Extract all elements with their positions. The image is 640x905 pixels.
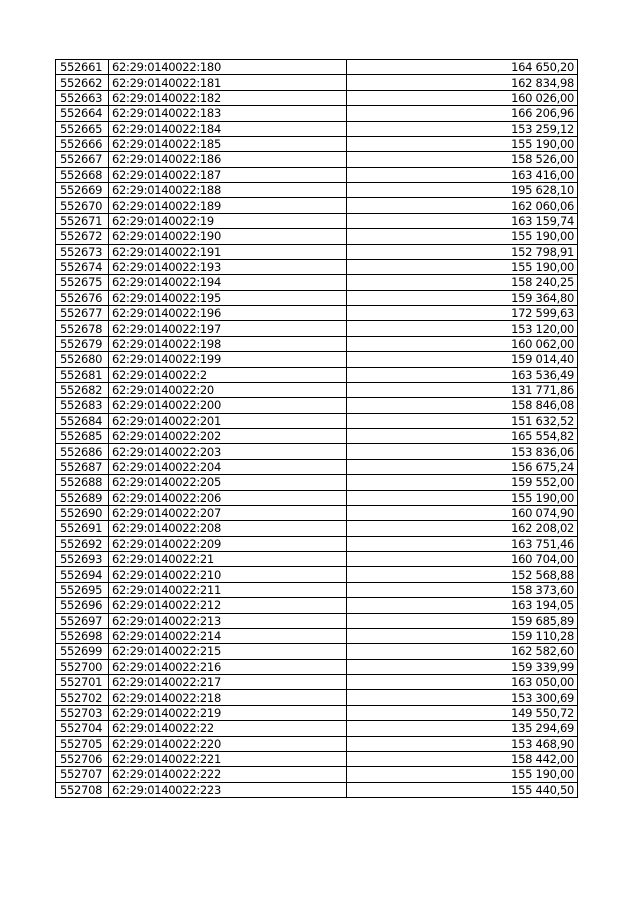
- table-row: [56, 352, 578, 367]
- table-row: [56, 152, 578, 167]
- value-cell: 159 552,00: [347, 475, 578, 490]
- table-row: [56, 121, 578, 136]
- table-row: [56, 505, 578, 520]
- cadastral-number-cell: 62:29:0140022:183: [109, 106, 347, 121]
- value-cell: 159 339,99: [347, 659, 578, 674]
- row-id-cell: 552696: [56, 598, 109, 613]
- cadastral-number-cell: 62:29:0140022:186: [109, 152, 347, 167]
- table-row: [56, 736, 578, 751]
- cadastral-number-cell: 62:29:0140022:187: [109, 167, 347, 182]
- value-cell: 152 568,88: [347, 567, 578, 582]
- value-cell: 153 836,06: [347, 444, 578, 459]
- value-cell: 160 062,00: [347, 336, 578, 351]
- table-row: [56, 413, 578, 428]
- cadastral-number-cell: 62:29:0140022:188: [109, 183, 347, 198]
- row-id-cell: 552708: [56, 782, 109, 797]
- value-cell: 163 050,00: [347, 675, 578, 690]
- value-cell: 160 704,00: [347, 552, 578, 567]
- table-row: [56, 628, 578, 643]
- table-row: [56, 767, 578, 782]
- row-id-cell: 552697: [56, 613, 109, 628]
- value-cell: 165 554,82: [347, 429, 578, 444]
- row-id-cell: 552702: [56, 690, 109, 705]
- cadastral-number-cell: 62:29:0140022:21: [109, 552, 347, 567]
- row-id-cell: 552670: [56, 198, 109, 213]
- cadastral-number-cell: 62:29:0140022:191: [109, 244, 347, 259]
- value-cell: 135 294,69: [347, 721, 578, 736]
- row-id-cell: 552685: [56, 429, 109, 444]
- row-id-cell: 552683: [56, 398, 109, 413]
- value-cell: 155 190,00: [347, 490, 578, 505]
- row-id-cell: 552677: [56, 306, 109, 321]
- table-row: [56, 690, 578, 705]
- row-id-cell: 552680: [56, 352, 109, 367]
- row-id-cell: 552693: [56, 552, 109, 567]
- row-id-cell: 552667: [56, 152, 109, 167]
- value-cell: 155 190,00: [347, 767, 578, 782]
- table-row: [56, 398, 578, 413]
- cadastral-number-cell: 62:29:0140022:196: [109, 306, 347, 321]
- cadastral-number-cell: 62:29:0140022:223: [109, 782, 347, 797]
- table-row: [56, 213, 578, 228]
- value-cell: 166 206,96: [347, 106, 578, 121]
- value-cell: 158 442,00: [347, 751, 578, 766]
- value-cell: 158 526,00: [347, 152, 578, 167]
- row-id-cell: 552674: [56, 259, 109, 274]
- cadastral-number-cell: 62:29:0140022:207: [109, 505, 347, 520]
- row-id-cell: 552682: [56, 382, 109, 397]
- value-cell: 163 159,74: [347, 213, 578, 228]
- value-cell: 162 060,06: [347, 198, 578, 213]
- row-id-cell: 552687: [56, 459, 109, 474]
- cadastral-number-cell: 62:29:0140022:217: [109, 675, 347, 690]
- table-row: [56, 429, 578, 444]
- value-cell: 153 300,69: [347, 690, 578, 705]
- table-row: [56, 552, 578, 567]
- row-id-cell: 552686: [56, 444, 109, 459]
- row-id-cell: 552668: [56, 167, 109, 182]
- value-cell: 155 440,50: [347, 782, 578, 797]
- value-cell: 160 026,00: [347, 90, 578, 105]
- row-id-cell: 552679: [56, 336, 109, 351]
- table-row: [56, 382, 578, 397]
- row-id-cell: 552703: [56, 705, 109, 720]
- value-cell: 131 771,86: [347, 382, 578, 397]
- cadastral-number-cell: 62:29:0140022:209: [109, 536, 347, 551]
- cadastral-number-cell: 62:29:0140022:182: [109, 90, 347, 105]
- row-id-cell: 552701: [56, 675, 109, 690]
- table-body: [56, 60, 578, 798]
- value-cell: 158 846,08: [347, 398, 578, 413]
- value-cell: 158 373,60: [347, 582, 578, 597]
- table-row: [56, 244, 578, 259]
- table-row: [56, 598, 578, 613]
- cadastral-number-cell: 62:29:0140022:215: [109, 644, 347, 659]
- cadastral-number-cell: 62:29:0140022:189: [109, 198, 347, 213]
- table-row: [56, 60, 578, 75]
- table-row: [56, 567, 578, 582]
- table-row: [56, 582, 578, 597]
- cadastral-number-cell: 62:29:0140022:206: [109, 490, 347, 505]
- table-row: [56, 659, 578, 674]
- row-id-cell: 552691: [56, 521, 109, 536]
- value-cell: 156 675,24: [347, 459, 578, 474]
- cadastral-number-cell: 62:29:0140022:181: [109, 75, 347, 90]
- value-cell: 159 110,28: [347, 628, 578, 643]
- row-id-cell: 552664: [56, 106, 109, 121]
- row-id-cell: 552700: [56, 659, 109, 674]
- cadastral-number-cell: 62:29:0140022:194: [109, 275, 347, 290]
- table-row: [56, 751, 578, 766]
- cadastral-number-cell: 62:29:0140022:205: [109, 475, 347, 490]
- row-id-cell: 552694: [56, 567, 109, 582]
- value-cell: 163 536,49: [347, 367, 578, 382]
- table-row: [56, 259, 578, 274]
- row-id-cell: 552707: [56, 767, 109, 782]
- cadastral-number-cell: 62:29:0140022:213: [109, 613, 347, 628]
- table-row: [56, 198, 578, 213]
- table-row: [56, 705, 578, 720]
- cadastral-number-cell: 62:29:0140022:218: [109, 690, 347, 705]
- table-row: [56, 490, 578, 505]
- row-id-cell: 552676: [56, 290, 109, 305]
- cadastral-number-cell: 62:29:0140022:193: [109, 259, 347, 274]
- value-cell: 159 364,80: [347, 290, 578, 305]
- cadastral-number-cell: 62:29:0140022:211: [109, 582, 347, 597]
- row-id-cell: 552692: [56, 536, 109, 551]
- table-row: [56, 321, 578, 336]
- value-cell: 152 798,91: [347, 244, 578, 259]
- value-cell: 160 074,90: [347, 505, 578, 520]
- row-id-cell: 552688: [56, 475, 109, 490]
- value-cell: 163 416,00: [347, 167, 578, 182]
- table-row: [56, 675, 578, 690]
- table-row: [56, 782, 578, 797]
- table-row: [56, 613, 578, 628]
- cadastral-number-cell: 62:29:0140022:210: [109, 567, 347, 582]
- table-row: [56, 275, 578, 290]
- table-row: [56, 536, 578, 551]
- cadastral-number-cell: 62:29:0140022:202: [109, 429, 347, 444]
- cadastral-number-cell: 62:29:0140022:185: [109, 136, 347, 151]
- row-id-cell: 552695: [56, 582, 109, 597]
- table-row: [56, 106, 578, 121]
- value-cell: 155 190,00: [347, 229, 578, 244]
- row-id-cell: 552684: [56, 413, 109, 428]
- table-row: [56, 521, 578, 536]
- cadastral-number-cell: 62:29:0140022:216: [109, 659, 347, 674]
- table-row: [56, 721, 578, 736]
- cadastral-number-cell: 62:29:0140022:2: [109, 367, 347, 382]
- value-cell: 155 190,00: [347, 136, 578, 151]
- value-cell: 159 685,89: [347, 613, 578, 628]
- row-id-cell: 552705: [56, 736, 109, 751]
- table-row: [56, 229, 578, 244]
- value-cell: 158 240,25: [347, 275, 578, 290]
- row-id-cell: 552704: [56, 721, 109, 736]
- table-row: [56, 306, 578, 321]
- row-id-cell: 552681: [56, 367, 109, 382]
- row-id-cell: 552698: [56, 628, 109, 643]
- cadastral-number-cell: 62:29:0140022:200: [109, 398, 347, 413]
- cadastral-number-cell: 62:29:0140022:203: [109, 444, 347, 459]
- value-cell: 162 834,98: [347, 75, 578, 90]
- table-row: [56, 90, 578, 105]
- row-id-cell: 552669: [56, 183, 109, 198]
- row-id-cell: 552671: [56, 213, 109, 228]
- row-id-cell: 552690: [56, 505, 109, 520]
- row-id-cell: 552661: [56, 60, 109, 75]
- row-id-cell: 552672: [56, 229, 109, 244]
- cadastral-number-cell: 62:29:0140022:180: [109, 60, 347, 75]
- row-id-cell: 552706: [56, 751, 109, 766]
- cadastral-number-cell: 62:29:0140022:195: [109, 290, 347, 305]
- table-row: [56, 290, 578, 305]
- cadastral-number-cell: 62:29:0140022:220: [109, 736, 347, 751]
- value-cell: 162 208,02: [347, 521, 578, 536]
- cadastral-number-cell: 62:29:0140022:212: [109, 598, 347, 613]
- row-id-cell: 552673: [56, 244, 109, 259]
- value-cell: 162 582,60: [347, 644, 578, 659]
- cadastral-number-cell: 62:29:0140022:204: [109, 459, 347, 474]
- table-row: [56, 336, 578, 351]
- row-id-cell: 552663: [56, 90, 109, 105]
- value-cell: 172 599,63: [347, 306, 578, 321]
- row-id-cell: 552678: [56, 321, 109, 336]
- cadastral-number-cell: 62:29:0140022:221: [109, 751, 347, 766]
- value-cell: 195 628,10: [347, 183, 578, 198]
- value-cell: 153 259,12: [347, 121, 578, 136]
- table-row: [56, 75, 578, 90]
- cadastral-number-cell: 62:29:0140022:197: [109, 321, 347, 336]
- cadastral-number-cell: 62:29:0140022:219: [109, 705, 347, 720]
- table-row: [56, 136, 578, 151]
- table-row: [56, 167, 578, 182]
- cadastral-number-cell: 62:29:0140022:20: [109, 382, 347, 397]
- row-id-cell: 552665: [56, 121, 109, 136]
- cadastral-number-cell: 62:29:0140022:190: [109, 229, 347, 244]
- cadastral-number-cell: 62:29:0140022:22: [109, 721, 347, 736]
- value-cell: 151 632,52: [347, 413, 578, 428]
- row-id-cell: 552689: [56, 490, 109, 505]
- value-cell: 153 120,00: [347, 321, 578, 336]
- cadastral-number-cell: 62:29:0140022:214: [109, 628, 347, 643]
- cadastral-number-cell: 62:29:0140022:199: [109, 352, 347, 367]
- cadastral-number-cell: 62:29:0140022:184: [109, 121, 347, 136]
- cadastral-number-cell: 62:29:0140022:208: [109, 521, 347, 536]
- value-cell: 163 194,05: [347, 598, 578, 613]
- data-table: [55, 59, 578, 798]
- value-cell: 149 550,72: [347, 705, 578, 720]
- table-row: [56, 475, 578, 490]
- table-row: [56, 644, 578, 659]
- cadastral-number-cell: 62:29:0140022:222: [109, 767, 347, 782]
- cadastral-number-cell: 62:29:0140022:198: [109, 336, 347, 351]
- table-row: [56, 459, 578, 474]
- row-id-cell: 552675: [56, 275, 109, 290]
- table-row: [56, 444, 578, 459]
- row-id-cell: 552662: [56, 75, 109, 90]
- row-id-cell: 552699: [56, 644, 109, 659]
- value-cell: 153 468,90: [347, 736, 578, 751]
- value-cell: 159 014,40: [347, 352, 578, 367]
- table-row: [56, 183, 578, 198]
- value-cell: 163 751,46: [347, 536, 578, 551]
- cadastral-number-cell: 62:29:0140022:19: [109, 213, 347, 228]
- table-row: [56, 367, 578, 382]
- document-page: [55, 59, 577, 798]
- cadastral-number-cell: 62:29:0140022:201: [109, 413, 347, 428]
- value-cell: 164 650,20: [347, 60, 578, 75]
- row-id-cell: 552666: [56, 136, 109, 151]
- value-cell: 155 190,00: [347, 259, 578, 274]
